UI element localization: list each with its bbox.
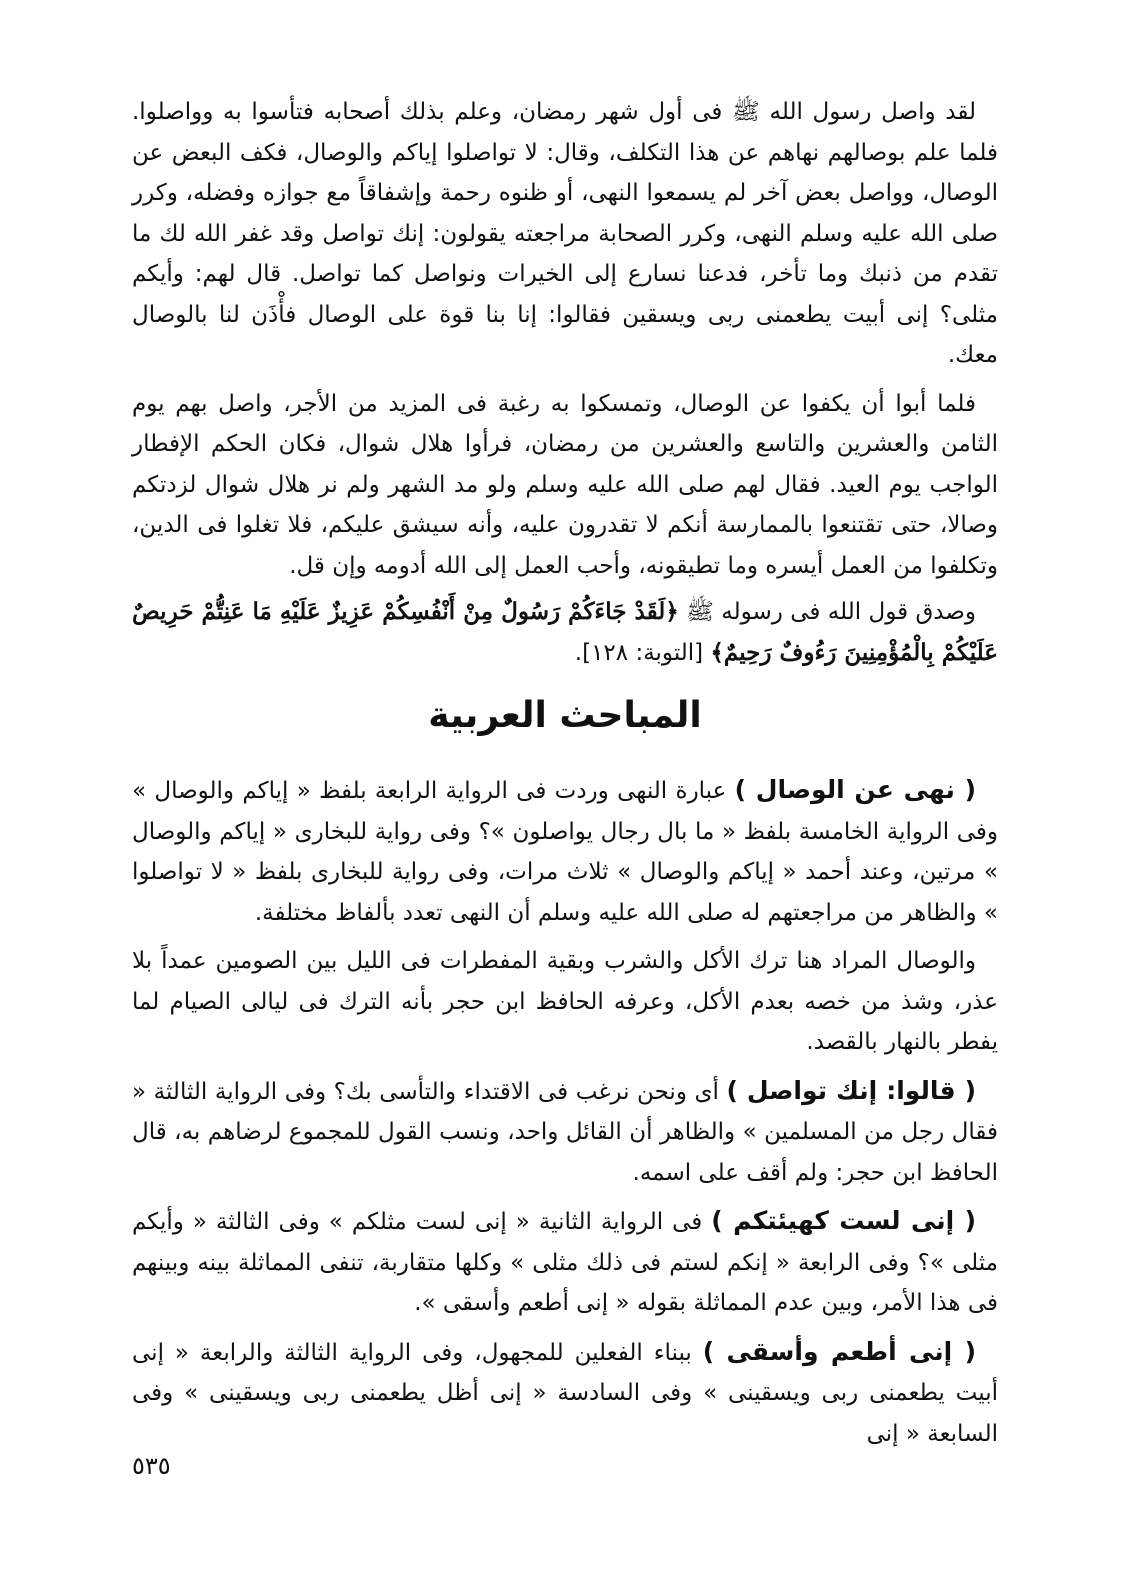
section-1 <box>132 770 998 933</box>
section-1-term: ( نهى عن الوصال ) <box>734 775 976 804</box>
quran-reference: [التوبة: ١٢٨]. <box>574 639 704 666</box>
section-3-text: أى ونحن نرغب فى الاقتداء والتأسى بك؟ وفى الرواية الثالثة « فقال رجل من المسلمين » والظاهر أن القائل واحد، ونسب القول للمجموع لرضاهم به، قال الحافظ ابن حجر: ولم أقف على اسمه. <box>132 1078 998 1186</box>
page-content <box>132 92 998 1462</box>
section-heading: المباحث العربية <box>428 695 702 736</box>
section-2-text: والوصال المراد هنا ترك الأكل والشرب وبقية المفطرات فى الليل بين الصومين عمداً بلا عذر، وشذ من خصه بعدم الأكل، وعرفه الحافظ ابن حجر بأنه الترك فى ليالى الصيام لما يفطر بالنهار بالقصد. <box>132 948 998 1055</box>
paragraph-3 <box>132 592 998 673</box>
section-1-text: عبارة النهى وردت فى الرواية الرابعة بلفظ « إياكم والوصال » وفى الرواية الخامسة بلفظ « ما بال رجال يواصلون »؟ وفى رواية للبخارى « إياكم والوصال » مرتين، وعند أحمد « إياكم والوصال » ثلاث مرات، وفى رواية للبخارى بلفظ « لا تواصلوا » والظاهر من مراجعتهم له صلى الله عليه وسلم أن النهى تعدد بألفاظ مختلفة. <box>132 778 998 926</box>
paragraph-3-intro: وصدق قول الله فى رسوله ﷺ <box>686 599 976 625</box>
paragraph-1: لقد واصل رسول الله ﷺ فى أول شهر رمضان، وعلم بذلك أصحابه فتأسوا به وواصلوا. فلما علم بوصالهم نهاهم عن هذا التكلف، وقال: لا تواصلوا إياكم والوصال، فكف البعض عن الوصال، وواصل بعض آخر لم يسمعوا النهى، أو ظنوه رحمة وإشفاقاً مع جوازه وفضله، وكرر صلى الله عليه وسلم النهى، وكرر الصحابة مراجعته يقولون: إنك تواصل وقد غفر الله لك ما تقدم من ذنبك وما تأخر، فدعنا نسارع إلى الخيرات ونواصل كما تواصل. قال لهم: وأيكم مثلى؟ إنى أبيت يطعمنى ربى ويسقين فقالوا: إنا بنا قوة على الوصال فأْذَن لنا بالوصال معك. <box>132 99 998 368</box>
section-4 <box>132 1201 998 1324</box>
section-5-text: ببناء الفعلين للمجهول، وفى الرواية الثالثة والرابعة « إنى أبيت يطعمنى ربى ويسقينى » وفى السادسة « إنى أظل يطعمنى ربى ويسقينى » وفى السابعة « إنى <box>132 1339 998 1447</box>
section-2 <box>132 941 998 1063</box>
section-4-term: ( إنى لست كهيئتكم ) <box>711 1206 976 1235</box>
section-3-term: ( قالوا: إنك تواصل ) <box>726 1075 976 1105</box>
section-3 <box>132 1071 998 1194</box>
page-number: ٥٣٥ <box>132 1452 171 1480</box>
paragraph-2: فلما أبوا أن يكفوا عن الوصال، وتمسكوا به رغبة فى المزيد من الأجر، واصل بهم يوم الثامن والعشرين والتاسع والعشرين من رمضان، فرأوا هلال شوال، فكان الحكم الإفطار الواجب يوم العيد. فقال لهم صلى الله عليه وسلم ولو مد الشهر ولم نر هلال شوال لزدتكم وصالا، حتى تقتنعوا بالممارسة أنكم لا تقدرون عليه، وأنه سيشق عليكم، فلا تغلوا فى الدين، وتكلفوا من العمل أيسره وما تطيقونه، وأحب العمل إلى الله أدومه وإن قل. <box>132 390 998 579</box>
quran-verse: ﴿لَقَدْ جَاءَكُمْ رَسُولٌ مِنْ أَنْفُسِكُمْ عَزِيزٌ عَلَيْهِ مَا عَنِتُّمْ حَرِيصٌ عَلَيْكُمْ بِالْمُؤْمِنِينَ رَءُوفٌ رَحِيمٌ﴾ <box>132 598 998 666</box>
section-5 <box>132 1332 998 1455</box>
section-4-text: فى الرواية الثانية « إنى لست مثلكم » وفى الثالثة « وأيكم مثلى »؟ وفى الرابعة « إنكم لستم فى ذلك مثلى » وكلها متقاربة، تنفى المماثلة بينه وبينهم فى هذا الأمر، وبين عدم المماثلة بقوله « إنى أطعم وأسقى ». <box>132 1209 998 1316</box>
section-5-term: ( إنى أطعم وأسقى ) <box>702 1336 976 1366</box>
